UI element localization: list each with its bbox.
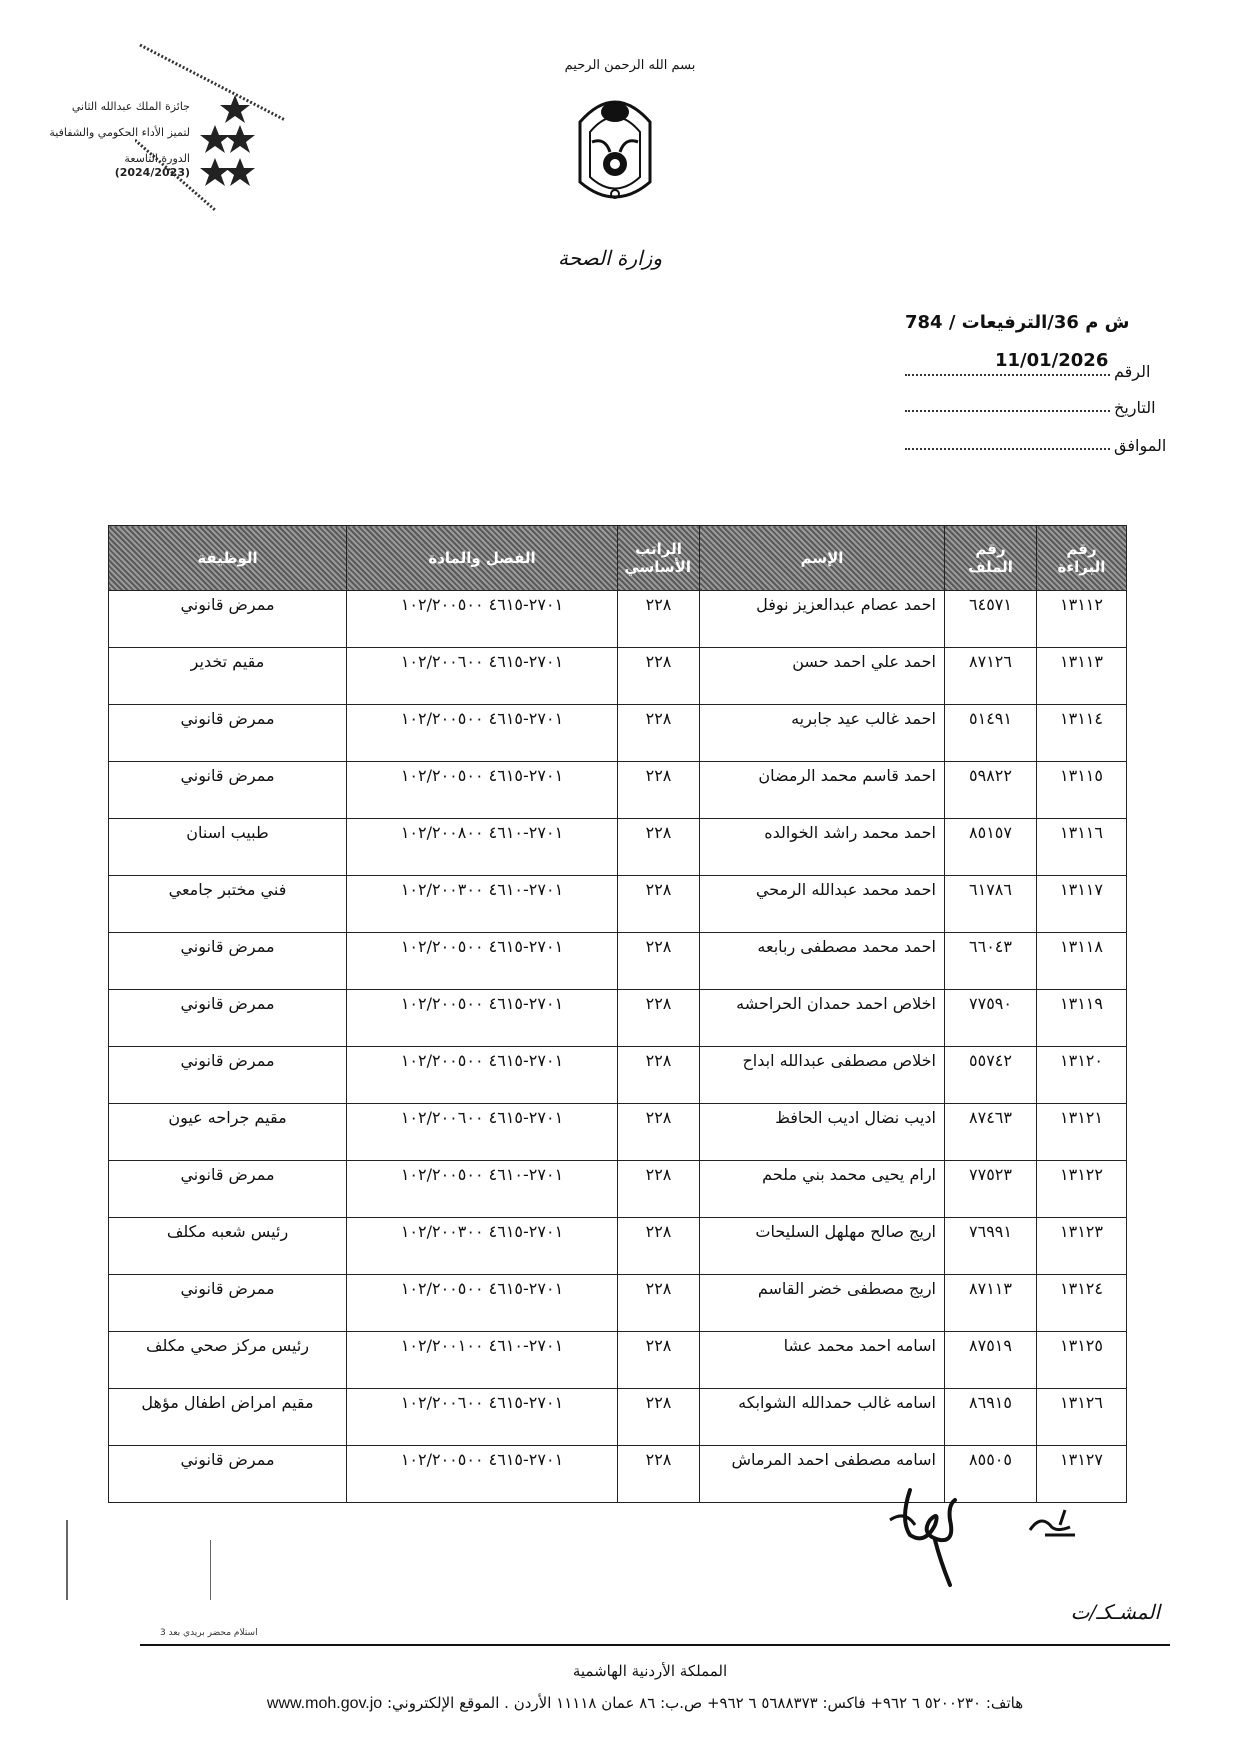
basic-salary-cell: ٢٢٨ — [618, 819, 700, 876]
table-row — [109, 990, 1127, 1047]
table-row — [109, 933, 1127, 990]
table-row — [109, 1275, 1127, 1332]
job-cell: مقيم جراحه عيون — [109, 1104, 347, 1161]
basic-salary-cell: ٢٢٨ — [618, 1275, 700, 1332]
table-row — [109, 1104, 1127, 1161]
corresponding-label: الموافق — [1114, 436, 1167, 455]
file-number-cell: ٦١٧٨٦ — [945, 876, 1037, 933]
chapter-article-cell: ٢٧٠١-٤٦١٥ ١٠٢/٢٠٠٥٠٠ — [347, 933, 618, 990]
table-row — [109, 1161, 1127, 1218]
excellence-award-badge — [40, 40, 270, 240]
reference-date-value: 11/01/2026 — [995, 350, 1109, 371]
file-number-cell: ٥٥٧٤٢ — [945, 1047, 1037, 1104]
chapter-article-cell: ٢٧٠١-٤٦١٥ ١٠٢/٢٠٠٥٠٠ — [347, 1275, 618, 1332]
certificate-number-cell: ١٣١١٥ — [1037, 762, 1127, 819]
file-number-cell: ٨٧٥١٩ — [945, 1332, 1037, 1389]
chapter-article-cell: ٢٧٠١-٤٦١٥ ١٠٢/٢٠٠٥٠٠ — [347, 762, 618, 819]
basic-salary-cell: ٢٢٨ — [618, 1047, 700, 1104]
job-cell: طبيب اسنان — [109, 819, 347, 876]
table-row — [109, 762, 1127, 819]
certificate-number-cell: ١٣١١٢ — [1037, 591, 1127, 648]
basic-salary-cell: ٢٢٨ — [618, 648, 700, 705]
file-number-cell: ٥١٤٩١ — [945, 705, 1037, 762]
signatory-label: المشـكـ/ت — [1070, 1600, 1160, 1624]
certificate-number-cell: ١٣١١٣ — [1037, 648, 1127, 705]
footer-contact — [205, 1694, 1085, 1713]
table-row — [109, 1218, 1127, 1275]
basic-salary-cell: ٢٢٨ — [618, 1446, 700, 1503]
certificate-number-cell: ١٣١١٧ — [1037, 876, 1127, 933]
header-certificate-number: رقم البراءة — [1037, 526, 1127, 591]
chapter-article-cell: ٢٧٠١-٤٦١٥ ١٠٢/٢٠٠٥٠٠ — [347, 1047, 618, 1104]
award-line-2: لتميز الأداء الحكومي والشفافية — [49, 126, 190, 139]
chapter-article-cell: ٢٧٠١-٤٦١٠ ١٠٢/٢٠٠٨٠٠ — [347, 819, 618, 876]
file-number-cell: ٦٦٠٤٣ — [945, 933, 1037, 990]
job-cell: رئيس مركز صحي مكلف — [109, 1332, 347, 1389]
certificate-number-cell: ١٣١٢٧ — [1037, 1446, 1127, 1503]
basic-salary-cell: ٢٢٨ — [618, 933, 700, 990]
chapter-article-cell: ٢٧٠١-٤٦١٥ ١٠٢/٢٠٠٣٠٠ — [347, 1218, 618, 1275]
certificate-number-cell: ١٣١٢٥ — [1037, 1332, 1127, 1389]
job-cell: مقيم امراض اطفال مؤهل — [109, 1389, 347, 1446]
job-cell: مقيم تخدير — [109, 648, 347, 705]
file-number-cell: ٧٧٥٢٣ — [945, 1161, 1037, 1218]
certificate-number-cell: ١٣١١٩ — [1037, 990, 1127, 1047]
certificate-number-cell: ١٣١٢٢ — [1037, 1161, 1127, 1218]
reference-code: ش م 36/الترفيعات / 784 — [905, 312, 1130, 333]
job-cell: ممرض قانوني — [109, 762, 347, 819]
certificate-number-cell: ١٣١٢٠ — [1037, 1047, 1127, 1104]
header-basic-salary: الراتب الأساسي — [618, 526, 700, 591]
basmala: بسم الله الرحمن الرحيم — [564, 58, 696, 73]
header-name: الإسم — [700, 526, 945, 591]
certificate-number-cell: ١٣١٢٤ — [1037, 1275, 1127, 1332]
chapter-article-cell: ٢٧٠١-٤٦١٠ ١٠٢/٢٠٠٥٠٠ — [347, 1161, 618, 1218]
jordan-coat-of-arms-icon — [560, 82, 670, 212]
name-cell: اخلاص احمد حمدان الحراحشه — [700, 990, 945, 1047]
number-row — [905, 362, 1150, 381]
chapter-article-cell: ٢٧٠١-٤٦١٠ ١٠٢/٢٠٠٣٠٠ — [347, 876, 618, 933]
job-cell: ممرض قانوني — [109, 990, 347, 1047]
certificate-number-cell: ١٣١١٤ — [1037, 705, 1127, 762]
name-cell: اديب نضال اديب الحافظ — [700, 1104, 945, 1161]
basic-salary-cell: ٢٢٨ — [618, 1161, 700, 1218]
basic-salary-cell: ٢٢٨ — [618, 1332, 700, 1389]
file-number-cell: ٨٥١٥٧ — [945, 819, 1037, 876]
table-row — [109, 1332, 1127, 1389]
table-row — [109, 705, 1127, 762]
job-cell: رئيس شعبه مكلف — [109, 1218, 347, 1275]
header-job: الوظيفة — [109, 526, 347, 591]
job-cell: ممرض قانوني — [109, 1275, 347, 1332]
chapter-article-cell: ٢٧٠١-٤٦١٥ ١٠٢/٢٠٠٦٠٠ — [347, 1104, 618, 1161]
header-chapter-article: الفصل والمادة — [347, 526, 618, 591]
name-cell: اسامه احمد محمد عشا — [700, 1332, 945, 1389]
name-cell: اريج صالح مهلهل السليحات — [700, 1218, 945, 1275]
basic-salary-cell: ٢٢٨ — [618, 705, 700, 762]
name-cell: ارام يحيى محمد بني ملحم — [700, 1161, 945, 1218]
name-cell: اخلاص مصطفى عبدالله ابداح — [700, 1047, 945, 1104]
initials-signature — [1025, 1505, 1085, 1545]
scan-edge-mark — [66, 1520, 68, 1600]
footer-contact-text: هاتف: ٥٢٠٠٢٣٠ ٦ ٩٦٢+ فاكس: ٥٦٨٨٣٧٣ ٦ ٩٦٢+ ص.ب: ٨٦ عمان ١١١١٨ الأردن . الموقع الإلكتروني: — [386, 1694, 1024, 1712]
table-row — [109, 648, 1127, 705]
file-number-cell: ٧٦٩٩١ — [945, 1218, 1037, 1275]
table-row — [109, 819, 1127, 876]
basic-salary-cell: ٢٢٨ — [618, 876, 700, 933]
name-cell: احمد غالب عيد جابريه — [700, 705, 945, 762]
certificate-number-cell: ١٣١٢٦ — [1037, 1389, 1127, 1446]
certificate-number-cell: ١٣١٢٣ — [1037, 1218, 1127, 1275]
chapter-article-cell: ٢٧٠١-٤٦١٥ ١٠٢/٢٠٠٥٠٠ — [347, 990, 618, 1047]
name-cell: احمد محمد مصطفى ربابعه — [700, 933, 945, 990]
name-cell: اسامه مصطفى احمد المرماش — [700, 1446, 945, 1503]
chapter-article-cell: ٢٧٠١-٤٦١٥ ١٠٢/٢٠٠٦٠٠ — [347, 1389, 618, 1446]
file-number-cell: ٨٦٩١٥ — [945, 1389, 1037, 1446]
number-label: الرقم — [1114, 362, 1151, 381]
certificate-number-cell: ١٣١١٨ — [1037, 933, 1127, 990]
corresponding-dots — [905, 444, 1110, 450]
scan-edge-mark — [210, 1540, 211, 1600]
job-cell: ممرض قانوني — [109, 1161, 347, 1218]
chapter-article-cell: ٢٧٠١-٤٦١٥ ١٠٢/٢٠٠٦٠٠ — [347, 648, 618, 705]
handwritten-signature — [880, 1480, 1000, 1590]
certificate-number-cell: ١٣١٢١ — [1037, 1104, 1127, 1161]
job-cell: ممرض قانوني — [109, 933, 347, 990]
file-number-cell: ٨٥٥٠٥ — [945, 1446, 1037, 1503]
small-receipt-stamp: استلام محضر بريدي بعد 3 — [160, 1628, 258, 1638]
basic-salary-cell: ٢٢٨ — [618, 1389, 700, 1446]
job-cell: ممرض قانوني — [109, 591, 347, 648]
name-cell: احمد محمد راشد الخوالده — [700, 819, 945, 876]
name-cell: احمد محمد عبدالله الرمحي — [700, 876, 945, 933]
chapter-article-cell: ٢٧٠١-٤٦١٥ ١٠٢/٢٠٠٥٠٠ — [347, 591, 618, 648]
name-cell: اسامه غالب حمدالله الشوابكه — [700, 1389, 945, 1446]
award-stars-icon — [190, 90, 270, 220]
footer-website-link[interactable]: www.moh.gov.jo — [266, 1695, 383, 1712]
basic-salary-cell: ٢٢٨ — [618, 591, 700, 648]
file-number-cell: ٨٧١٢٦ — [945, 648, 1037, 705]
footer-divider — [140, 1644, 1170, 1646]
date-dots — [905, 406, 1110, 412]
award-line-3: الدورة التاسعة — [124, 152, 190, 165]
footer-kingdom: المملكة الأردنية الهاشمية — [572, 1662, 728, 1680]
file-number-cell: ٧٧٥٩٠ — [945, 990, 1037, 1047]
file-number-cell: ٦٤٥٧١ — [945, 591, 1037, 648]
basic-salary-cell: ٢٢٨ — [618, 1218, 700, 1275]
file-number-cell: ٨٧٤٦٣ — [945, 1104, 1037, 1161]
table-row — [109, 591, 1127, 648]
header-file-number: رقم الملف — [945, 526, 1037, 591]
basic-salary-cell: ٢٢٨ — [618, 990, 700, 1047]
name-cell: احمد عصام عبدالعزيز نوفل — [700, 591, 945, 648]
job-cell: فني مختبر جامعي — [109, 876, 347, 933]
file-number-cell: ٨٧١١٣ — [945, 1275, 1037, 1332]
award-line-1: جائزة الملك عبدالله الثاني — [71, 100, 190, 113]
chapter-article-cell: ٢٧٠١-٤٦١٠ ١٠٢/٢٠٠١٠٠ — [347, 1332, 618, 1389]
basic-salary-cell: ٢٢٨ — [618, 762, 700, 819]
chapter-article-cell: ٢٧٠١-٤٦١٥ ١٠٢/٢٠٠٥٠٠ — [347, 705, 618, 762]
job-cell: ممرض قانوني — [109, 705, 347, 762]
table-row — [109, 1389, 1127, 1446]
name-cell: اريج مصطفى خضر القاسم — [700, 1275, 945, 1332]
award-line-4: (2024/2023) — [114, 166, 190, 179]
table-row — [109, 876, 1127, 933]
chapter-article-cell: ٢٧٠١-٤٦١٥ ١٠٢/٢٠٠٥٠٠ — [347, 1446, 618, 1503]
certificate-number-cell: ١٣١١٦ — [1037, 819, 1127, 876]
basic-salary-cell: ٢٢٨ — [618, 1104, 700, 1161]
date-row — [905, 398, 1156, 417]
table-header-row — [109, 526, 1127, 591]
file-number-cell: ٥٩٨٢٢ — [945, 762, 1037, 819]
name-cell: احمد علي احمد حسن — [700, 648, 945, 705]
corresponding-row — [905, 436, 1166, 455]
date-label: التاريخ — [1114, 398, 1156, 417]
ministry-name: وزارة الصحة — [558, 246, 662, 270]
job-cell: ممرض قانوني — [109, 1047, 347, 1104]
name-cell: احمد قاسم محمد الرمضان — [700, 762, 945, 819]
table-row — [109, 1047, 1127, 1104]
job-cell: ممرض قانوني — [109, 1446, 347, 1503]
number-dots — [905, 370, 1110, 376]
promotions-table — [108, 525, 1127, 1503]
